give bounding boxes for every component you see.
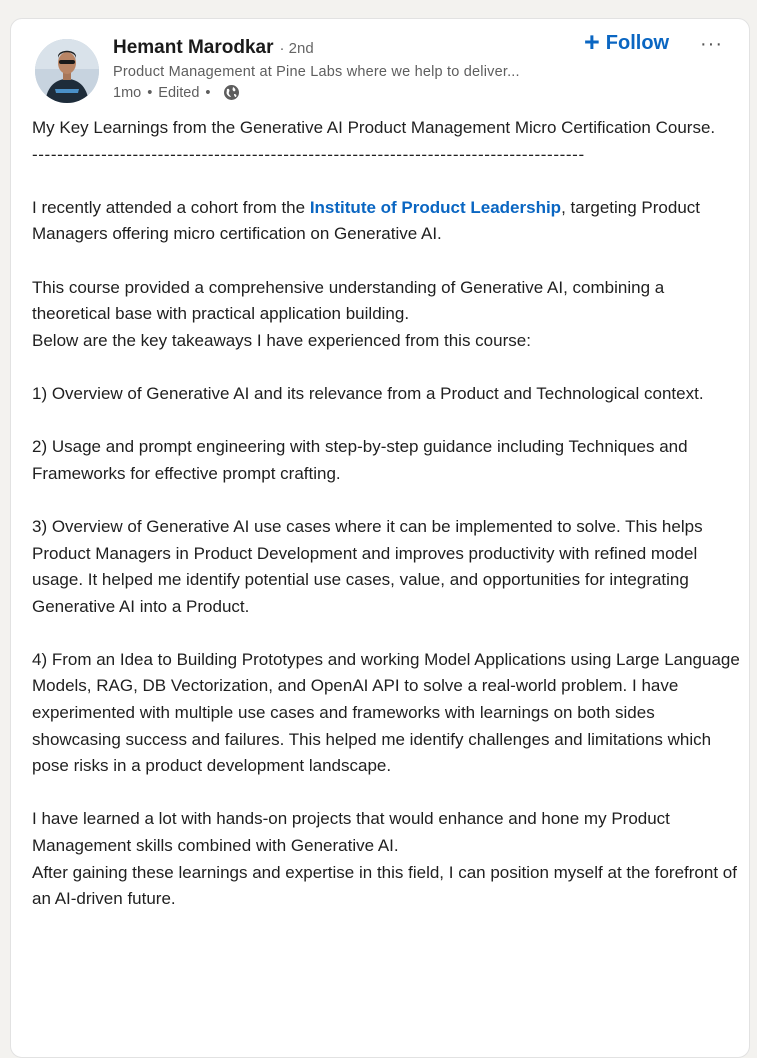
takeaway-point-4: 4) From an Idea to Building Prototypes and working Model Applications using Large Language Models, RAG, DB Vectorization, and OpenAI API to solve a real-world problem. I have experimented with multiple use cases and frameworks with learnings on both sides showcasing success and failures. This helped me identify challenges and limitations which pose risks in a product development landscape. (32, 649, 740, 776)
plus-icon: + (584, 27, 600, 57)
author-row (113, 37, 314, 59)
author-headline: Product Management at Pine Labs where we help to deliver... (113, 64, 520, 80)
connection-degree: · 2nd (279, 40, 314, 57)
author-name[interactable]: Hemant Marodkar (113, 37, 274, 58)
post-body (32, 115, 742, 913)
post-card (10, 18, 750, 1058)
takeaway-point-1: 1) Overview of Generative AI and its relevance from a Product and Technological context. (32, 383, 704, 403)
course-overview-line: This course provided a comprehensive understanding of Generative AI, combining a theoretical base with practical application building. (32, 277, 665, 324)
avatar-photo (35, 39, 99, 103)
meta-separator: • (147, 84, 153, 101)
takeaway-point-3: 3) Overview of Generative AI use cases where it can be implemented to solve. This helps Product Managers in Product Development and improves productivity with refined model usage. It helped me identify potential use cases, value, and opportunities for integrating Generative AI into a Product. (32, 516, 703, 616)
closing-line-1: I have learned a lot with hands-on projects that would enhance and hone my Product Management skills combined with Generative AI. (32, 809, 670, 856)
edited-label: Edited (158, 84, 200, 101)
post-time: 1mo (113, 84, 142, 101)
follow-label: Follow (605, 32, 670, 54)
takeaway-point-2: 2) Usage and prompt engineering with step-by-step guidance including Techniques and Frameworks for effective prompt crafting. (32, 437, 688, 483)
intro-text-before: I recently attended a cohort from the (32, 197, 310, 217)
follow-button[interactable] (584, 27, 670, 57)
closing-line-2: After gaining these learnings and expertise in this field, I can position myself at the forefront of an AI-driven future. (32, 862, 737, 909)
globe-icon (223, 84, 240, 101)
more-options-button[interactable]: ··· (700, 33, 723, 55)
institute-mention-link[interactable]: Institute of Product Leadership (309, 197, 562, 217)
avatar[interactable] (35, 39, 99, 103)
intro-paragraph (32, 195, 742, 248)
post-divider: ---------------------------------------------------------------------------------------- (32, 144, 585, 164)
intro-text-after: , targeting Product Managers offering micro certification on Generative AI. (32, 197, 700, 244)
takeaways-intro-line: Below are the key takeaways I have experienced from this course: (32, 330, 531, 350)
meta-separator: • (205, 84, 211, 101)
post-meta (113, 84, 240, 101)
post-title-line: My Key Learnings from the Generative AI Product Management Micro Certification Course. (32, 118, 716, 137)
